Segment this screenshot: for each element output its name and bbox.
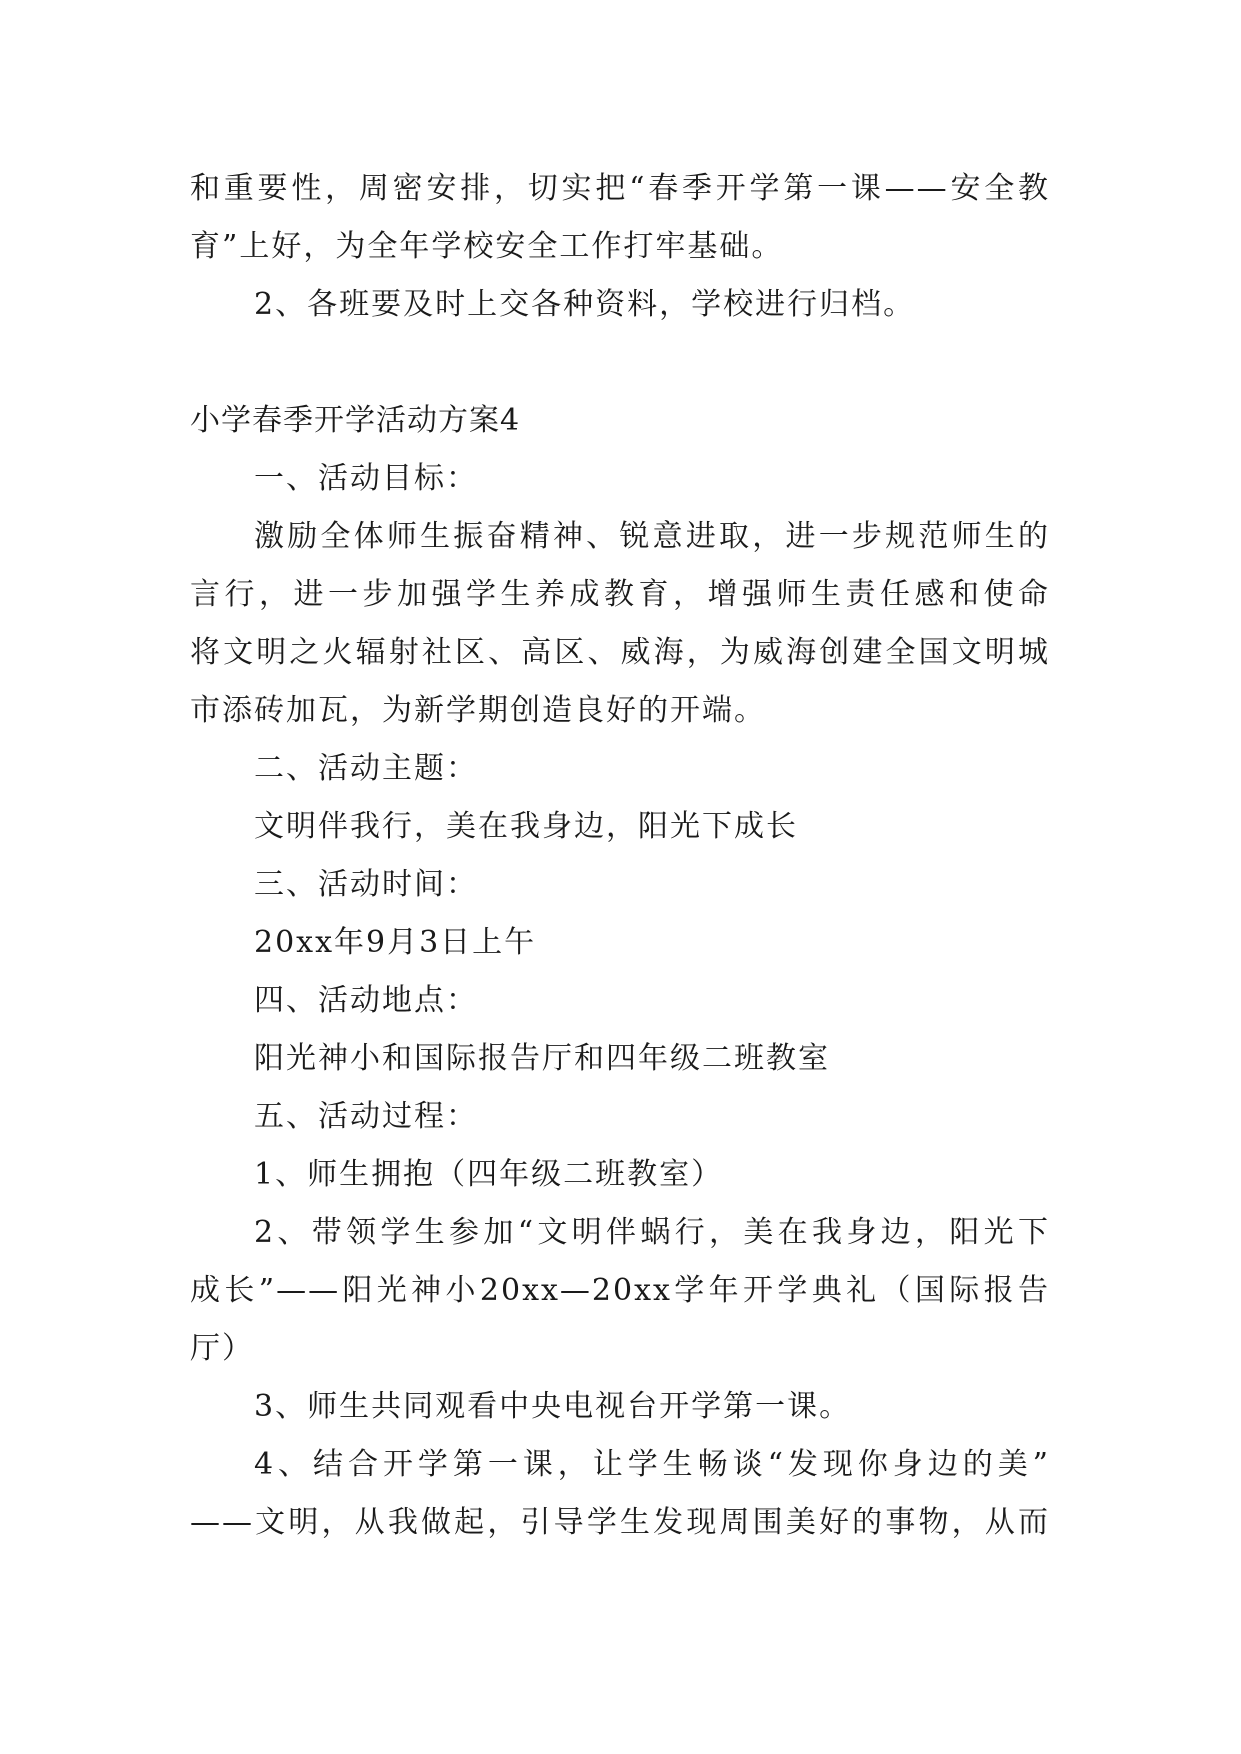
place-text: 阳光神小和国际报告厅和四年级二班教室 xyxy=(254,1041,830,1076)
time-text: 20xx年9月3日上午 xyxy=(254,925,537,960)
list-item: 2、各班要及时上交各种资料，学校进行归档。 xyxy=(254,287,916,322)
place-heading: 四、活动地点： xyxy=(254,983,478,1018)
time-heading: 三、活动时间： xyxy=(254,867,478,902)
section-spacer xyxy=(190,334,1050,392)
goal-heading: 一、活动目标： xyxy=(254,461,478,496)
list-item: 4、结合开学第一课，让学生畅谈“发现你身边的美” xyxy=(254,1447,1050,1482)
paragraph-line: 成长”——阳光神小20xx—20xx学年开学典礼（国际报告 xyxy=(190,1273,1050,1308)
theme-heading: 二、活动主题： xyxy=(254,751,478,786)
paragraph-line: 育”上好，为全年学校安全工作打牢基础。 xyxy=(190,229,784,264)
paragraph-line: 和重要性，周密安排，切实把“春季开学第一课——安全教 xyxy=(190,171,1050,206)
section-title: 小学春季开学活动方案4 xyxy=(190,403,521,438)
paragraph-line: 言行，进一步加强学生养成教育，增强师生责任感和使命 xyxy=(190,577,1050,612)
paragraph-line: 激励全体师生振奋精神、锐意进取，进一步规范师生的 xyxy=(254,519,1050,554)
list-item: 1、师生拥抱（四年级二班教室） xyxy=(254,1157,724,1192)
paragraph-line: 将文明之火辐射社区、高区、威海，为威海创建全国文明城 xyxy=(190,635,1050,670)
process-heading: 五、活动过程： xyxy=(254,1099,478,1134)
list-item: 3、师生共同观看中央电视台开学第一课。 xyxy=(254,1389,852,1424)
document-body xyxy=(190,160,1050,1552)
paragraph-line: 市添砖加瓦，为新学期创造良好的开端。 xyxy=(190,693,766,728)
theme-text: 文明伴我行，美在我身边，阳光下成长 xyxy=(254,809,798,844)
paragraph-line: 厅） xyxy=(190,1331,254,1366)
list-item: 2、带领学生参加“文明伴蜗行，美在我身边，阳光下 xyxy=(254,1215,1050,1250)
paragraph-line: ——文明，从我做起，引导学生发现周围美好的事物，从而 xyxy=(190,1505,1050,1540)
